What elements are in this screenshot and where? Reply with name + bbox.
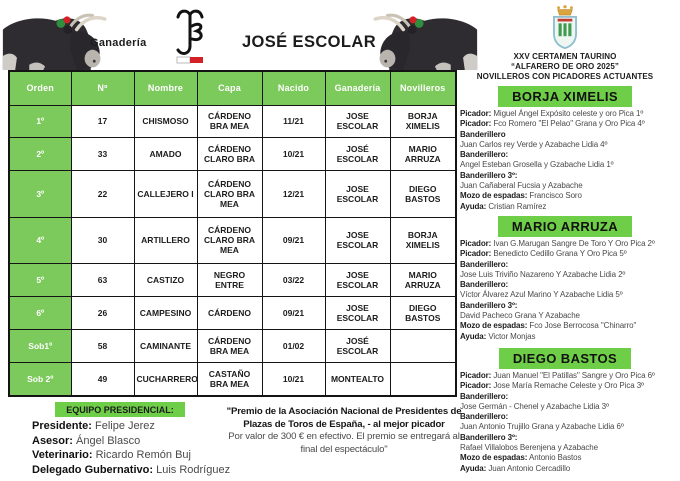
team-line: Angel Esteban Grosella y Gzabache Lidia 1º [460,160,614,170]
team-line: Mozo de espadas: Francisco Soro [460,191,582,201]
team-line: Banderillero: [460,150,509,160]
presidential-line: Presidente: Felipe Jerez [32,420,155,432]
team-line: David Pacheco Grana Y Azabache [460,311,580,321]
cell-ganaderia: JOSÉ ESCOLAR [325,138,390,171]
team-name-bar [498,86,632,107]
col-capa: Capa [197,71,262,105]
team-line: Banderillero: [460,412,509,422]
team-line: Mozo de espadas: Antonio Bastos [460,453,582,463]
team-section [456,342,674,474]
presidential-lines [32,419,230,477]
col-numero: Nº [71,71,134,105]
team-line: Picador: Fco Romero "El Pelao" Grana y Oro Pica 4º [460,119,645,129]
prize-normal-text: Por valor de 300 € en efectivo. El premio se entregará al final del espectáculo" [228,431,460,455]
presidential-team-header: EQUIPO PRESIDENCIAL: [66,404,174,415]
team-line: Picador: Ivan G.Marugan Sangre De Toro Y Oro Pica 2º [460,238,655,248]
team-line: Juan Antonio Trujillo Grana y Azabache Lidia 6º [460,422,624,432]
certamen-line-1: XXV CERTAMEN TAURINO [513,52,617,61]
cell-ganaderia: JOSE ESCOLAR [325,171,390,217]
team-line: Juan Cañaberal Fucsia y Azabache [460,181,583,191]
cell-ganaderia: JOSE ESCOLAR [325,105,390,138]
team-line: Ayuda: Juan Antonio Cercadillo [460,463,571,473]
cell-nombre: CALLEJERO I [134,171,197,217]
cell-nombre: AMADO [134,138,197,171]
table-row [9,171,456,217]
team-line: Rafael Villalobos Berenjena y Azabache [460,443,598,453]
cell-orden: 3º [9,171,71,217]
cell-numero: 33 [71,138,134,171]
team-line: Banderillero [460,129,506,139]
cell-ganaderia: JOSÉ ESCOLAR [325,329,390,362]
cell-novillero: BORJA XIMELIS [390,217,456,263]
team-line: Banderillero 3º: [460,170,518,180]
team-line: Jose Germán - Chenel y Azabache Lidia 3º [460,401,609,411]
team-line: Mozo de espadas: Fco Jose Berrocosa "Chinarro" [460,321,637,331]
table-row [9,105,456,138]
cell-nacido: 09/21 [262,217,325,263]
team-line: Juan Carlos rey Verde y Azabache Lidia 4º [460,139,608,149]
cell-orden: Sob1º [9,329,71,362]
team-line: Banderillero 3º: [460,300,518,310]
certamen-heading [477,52,653,82]
cell-nacido: 09/21 [262,296,325,329]
team-lines [456,371,674,474]
cell-ganaderia: MONTEALTO [325,362,390,396]
team-line: Banderillero: [460,280,509,290]
event-title: JOSÉ ESCOLAR [241,33,377,51]
cell-capa: CÁRDENO [197,296,262,329]
team-section [456,212,674,342]
cell-numero: 58 [71,329,134,362]
table-row [9,138,456,171]
cell-numero: 63 [71,263,134,296]
cell-novillero: MARIO ARRUZA [390,263,456,296]
certamen-line-3: NOVILLEROS CON PICADORES ACTUANTES [476,72,654,81]
cell-numero: 49 [71,362,134,396]
cell-numero: 17 [71,105,134,138]
col-orden: Orden [9,71,71,105]
cell-capa: CÁRDENO CLARO BRA MEA [197,217,262,263]
ganaderia-label: Ganadería [90,37,147,49]
col-ganaderia: Ganadería [325,71,390,105]
cell-capa: CÁRDENO BRA MEA [197,329,262,362]
cell-novillero: MARIO ARRUZA [390,138,456,171]
team-line: Picador: Jose María Remache Celeste y Oro Pica 3º [460,381,644,391]
team-line: Ayuda: Victor Monjas [460,331,536,341]
prize-note [226,406,462,456]
cell-nacido: 11/21 [262,105,325,138]
cell-novillero: DIEGO BASTOS [390,171,456,217]
cell-nacido: 10/21 [262,362,325,396]
team-lines [456,109,674,212]
cell-novillero [390,362,456,396]
cell-numero: 26 [71,296,134,329]
cell-novillero: BORJA XIMELIS [390,105,456,138]
certamen-panel [456,4,674,474]
table-row [9,296,456,329]
col-nacido: Nacido [262,71,325,105]
cell-nombre: CHISMOSO [134,105,197,138]
team-line: Banderillero: [460,391,509,401]
table-header-row [9,71,456,105]
presidential-line: Asesor: Ángel Blasco [32,434,141,447]
cell-nacido: 10/21 [262,138,325,171]
cell-nacido: 03/22 [262,263,325,296]
team-name: BORJA XIMELIS [512,89,618,104]
certamen-line-2: “ALFARERO DE ORO 2025” [510,62,619,71]
team-line: Picador: Juan Manuel "El Patillas" Sangre y Oro Pica 6º [460,370,655,380]
team-name-bar [499,348,631,369]
col-novilleros: Novilleros [390,71,456,105]
cell-orden: 6º [9,296,71,329]
cell-orden: 1º [9,105,71,138]
cell-nombre: CAMPESINO [134,296,197,329]
table-row [9,329,456,362]
table-row [9,362,456,396]
cell-capa: NEGRO ENTRE [197,263,262,296]
team-line: Ayuda: Cristian Ramírez [460,201,547,211]
cell-orden: 2º [9,138,71,171]
cell-novillero [390,329,456,362]
table-row [9,263,456,296]
presidential-line: Veterinario: Ricardo Remón Buj [32,449,191,461]
cell-nombre: ARTILLERO [134,217,197,263]
cell-capa: CÁRDENO CLARO BRA [197,138,262,171]
je-livestock-brand-icon [168,6,214,66]
team-line: Picador: Benedicto Cedillo Grana Y Oro Pica 5º [460,249,627,259]
cell-nacido: 12/21 [262,171,325,217]
team-line: Jose Luis Triviño Nazareno Y Azabache Lidia 2º [460,269,626,279]
presidential-team-bar [55,402,185,417]
cell-orden: 4º [9,217,71,263]
cell-orden: 5º [9,263,71,296]
cell-ganaderia: JOSE ESCOLAR [325,296,390,329]
team-name: DIEGO BASTOS [512,350,618,366]
cell-capa: CASTAÑO BRA MEA [197,362,262,396]
team-line: Picador: Miguel Ángel Expósito celeste y oro Pica 1º [460,109,644,118]
team-line: Banderillero: [460,259,509,269]
team-line: Banderillero 3º: [460,432,518,442]
col-nombre: Nombre [134,71,197,105]
team-section [456,82,674,212]
cell-nombre: CASTIZO [134,263,197,296]
cell-nombre: CAMINANTE [134,329,197,362]
table-row [9,217,456,263]
certamen-crest-icon [548,4,582,50]
teams [456,82,674,474]
team-line: Víctor Álvarez Azul Marino Y Azabache Lidia 5º [460,290,623,300]
cell-novillero: DIEGO BASTOS [390,296,456,329]
team-lines [456,239,674,342]
cell-nombre: CUCHARRERO [134,362,197,396]
prize-bold-text: "Premio de la Asociación Nacional de Presidentes de Plazas de Toros de España, - al mejor picador [226,406,462,430]
bulls-table-body [9,105,456,396]
presidential-line: Delegado Gubernativo: Luis Rodríguez [32,463,231,476]
cell-ganaderia: JOSE ESCOLAR [325,217,390,263]
cell-numero: 22 [71,171,134,217]
team-name: MARIO ARRUZA [511,218,619,234]
cell-numero: 30 [71,217,134,263]
cell-orden: Sob 2º [9,362,71,396]
cell-capa: CÁRDENO CLARO BRA MEA [197,171,262,217]
cell-nacido: 01/02 [262,329,325,362]
cell-ganaderia: JOSE ESCOLAR [325,263,390,296]
team-name-bar [498,216,632,237]
bulls-table [8,70,457,397]
cell-capa: CÁRDENO BRA MEA [197,105,262,138]
